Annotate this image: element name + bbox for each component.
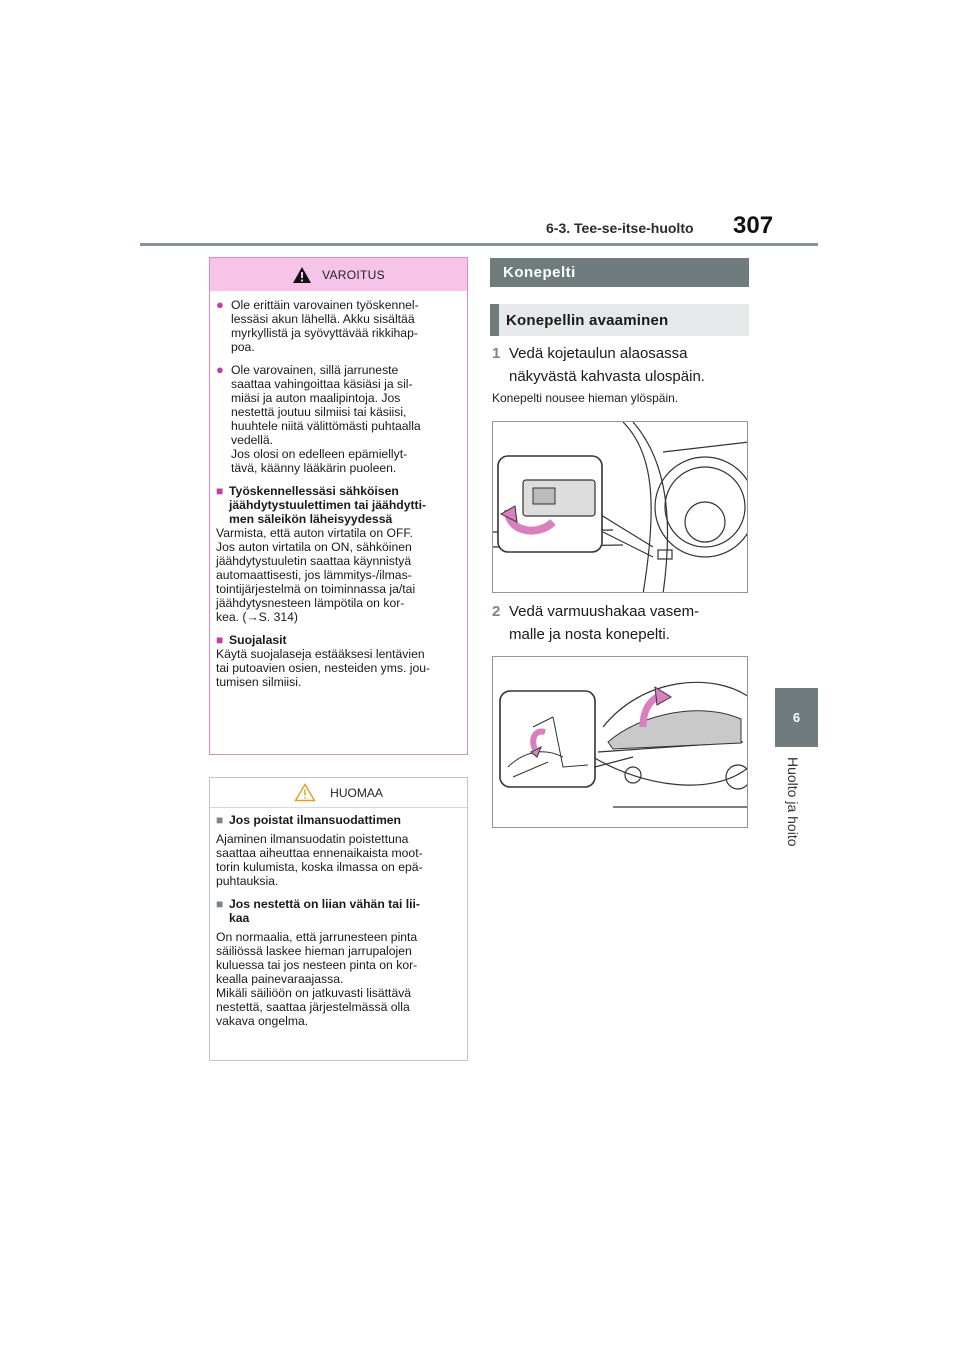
- notice-section-heading: Jos nestettä on liian vähän tai lii- kaa: [229, 897, 420, 925]
- chapter-title: Huolto ja hoito: [785, 757, 801, 847]
- notice-section-body: Ajaminen ilmansuodatin poistettuna saattaa aiheuttaa ennenaikaista moot- torin kulumista, koska ilmassa on epä- puhtauksia.: [216, 832, 423, 888]
- warning-bullet: ● Ole erittäin varovainen työskennel- lessäsi akun lähellä. Akku sisältää myrkyllistä ja syövyttävää rikkihap- poa.: [216, 297, 419, 354]
- step-text: Vedä varmuushakaa vasem- malle ja nosta konepelti.: [509, 603, 700, 643]
- notice-title: HUOMAA: [330, 785, 383, 800]
- square-bullet-icon: ■: [216, 897, 224, 911]
- notice-section: [216, 813, 460, 888]
- bullet-dot-icon: ●: [216, 362, 224, 377]
- subsection-accent: [490, 304, 499, 336]
- notice-header: [210, 778, 467, 808]
- warning-box: [209, 257, 468, 755]
- warning-section-heading: Työskennellessäsi sähköisen jäähdytystuulettimen tai jäähdytti- men säleikön läheisyydessä: [229, 484, 427, 526]
- warning-section-heading: Suojalasit: [229, 633, 287, 647]
- section-title: Konepelti: [503, 264, 576, 281]
- notice-section-body: On normaalia, että jarrunesteen pinta säiliössä laskee hieman jarrupalojen kuluessa tai jos nesteen pinta on kor- kealla painevaraajassa. Mikäli säiliöön on jatkuvasti lisättävä nestettä, saattaa järjestelmässä olla vakava ongelma.: [216, 930, 418, 1028]
- hood-safety-catch-illustration: [493, 657, 748, 828]
- step-1-note: Konepelti nousee hieman ylöspäin.: [492, 391, 679, 405]
- step-number: 1: [492, 345, 501, 362]
- step-number: 2: [492, 603, 501, 620]
- notice-section-heading: Jos poistat ilmansuodattimen: [229, 813, 402, 827]
- step-text: Vedä kojetaulun alaosassa näkyvästä kahvasta ulospäin.: [509, 345, 705, 385]
- subsection-title: Konepellin avaaminen: [506, 311, 669, 329]
- warning-section: [216, 633, 460, 689]
- bullet-dot-icon: ●: [216, 297, 224, 312]
- subsection-title-bar: [490, 304, 749, 336]
- warning-triangle-icon: [292, 266, 312, 284]
- warning-title: VAROITUS: [322, 267, 385, 282]
- square-bullet-icon: ■: [216, 633, 224, 647]
- square-bullet-icon: ■: [216, 813, 224, 827]
- warning-bullet: ● Ole varovainen, sillä jarruneste saattaa vahingoittaa käsiäsi ja sil- miäsi ja auton maalipintoja. Jos nestettä joutuu silmiisi tai käsiisi, huuhtele niitä välittömästi puhtaalla vedellä. Jos olosi on edelleen epämiellyt- tävä, käänny lääkärin puoleen.: [216, 362, 421, 475]
- chapter-tab: [775, 688, 818, 747]
- section-header-title: 6-3. Tee-se-itse-huolto: [546, 220, 694, 236]
- caution-triangle-icon: [294, 783, 316, 802]
- warning-header: [210, 258, 467, 291]
- illustration-hood-release-lever: [492, 421, 748, 593]
- notice-section: [216, 897, 460, 1028]
- step-1: [492, 342, 705, 388]
- warning-section-body: Käytä suojalaseja estääksesi lentävien tai putoavien osien, nesteiden yms. jou- tumisen silmiisi.: [216, 647, 431, 689]
- section-title-bar: [490, 258, 749, 287]
- header-rule: [140, 243, 818, 246]
- notice-box: [209, 777, 468, 1061]
- illustration-hood-safety-catch: [492, 656, 748, 828]
- hood-release-lever-illustration: [493, 422, 748, 593]
- page-number: 307: [733, 212, 774, 239]
- chapter-number: 6: [792, 710, 801, 725]
- step-2: [492, 600, 699, 646]
- warning-section-body: Varmista, että auton virtatila on OFF. Jos auton virtatila on ON, sähköinen jäähdytystuuletin saattaa käynnistyä automaattisesti, jos lämmitys-/ilmas- tointijärjestelmä on toiminnassa ja/tai jäähdytysnesteen lämpötila on kor- kea. (→S. 314): [216, 526, 416, 624]
- warning-section: [216, 484, 460, 624]
- square-bullet-icon: ■: [216, 484, 224, 498]
